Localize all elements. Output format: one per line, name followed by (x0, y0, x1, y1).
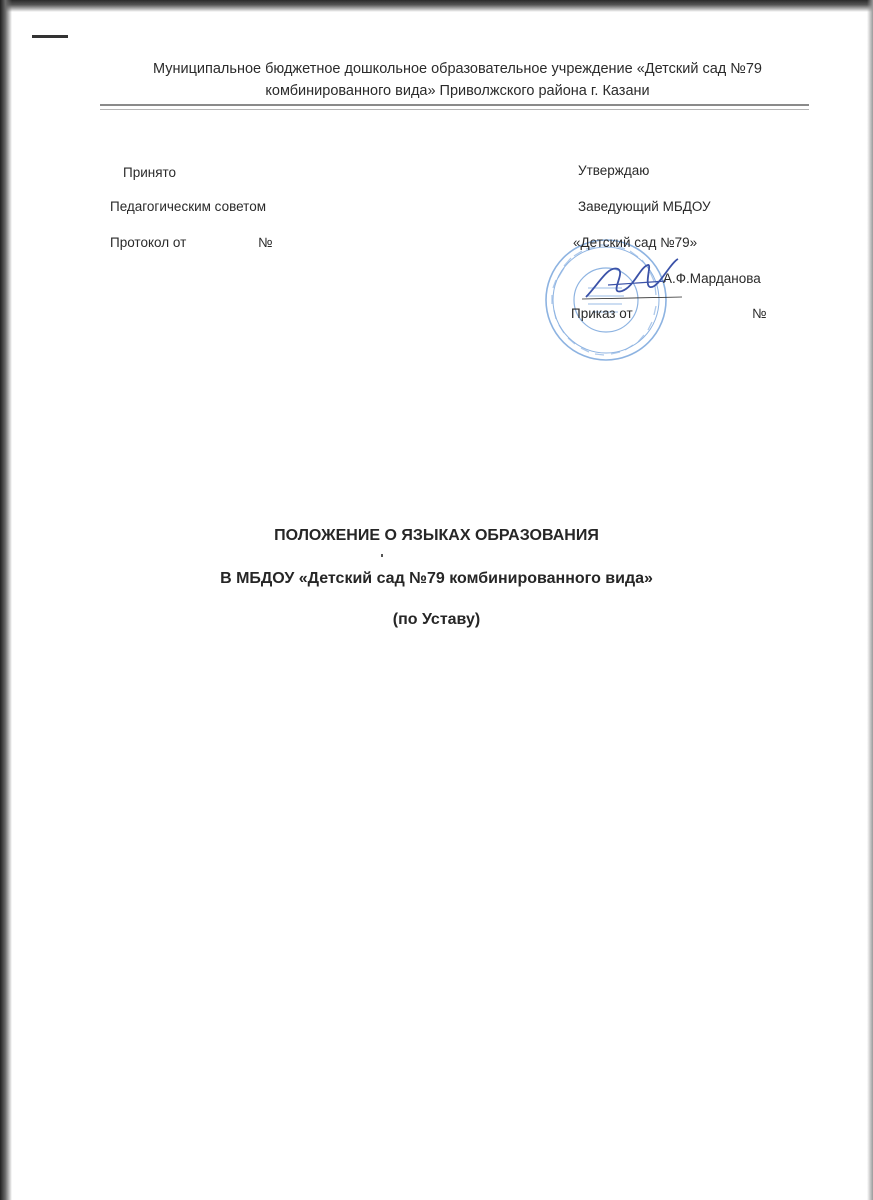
header-line-2: комбинированного вида» Приволжского района г. Казани (265, 83, 650, 99)
accepted-label: Принято (123, 165, 177, 180)
protocol-label: Протокол от (110, 235, 187, 250)
document-title: ПОЛОЖЕНИЕ О ЯЗЫКАХ ОБРАЗОВАНИЯ (274, 527, 599, 544)
scan-speck (381, 554, 383, 557)
scan-edge-right (867, 0, 873, 1200)
head-position-label: Заведующий МБДОУ (578, 199, 711, 214)
document-subtitle: В МБДОУ «Детский сад №79 комбинированного вида» (220, 570, 653, 587)
order-label: Приказ от (571, 306, 633, 321)
header-line-1: Муниципальное бюджетное дошкольное образовательное учреждение «Детский сад №79 (153, 61, 762, 77)
pedagogical-council-label: Педагогическим советом (110, 199, 266, 214)
approve-label: Утверждаю (578, 163, 650, 178)
order-number-label: № (752, 306, 767, 321)
document-basis: (по Уставу) (392, 611, 481, 628)
organization-label: «Детский сад №79» (573, 235, 698, 250)
scan-edge-top (0, 0, 873, 12)
institution-header (100, 58, 815, 102)
scan-edge-left (0, 0, 12, 1200)
scan-mark (32, 35, 68, 38)
header-divider (100, 104, 809, 110)
head-name-label: А.Ф.Марданова (663, 271, 761, 286)
protocol-number-label: № (258, 235, 273, 250)
